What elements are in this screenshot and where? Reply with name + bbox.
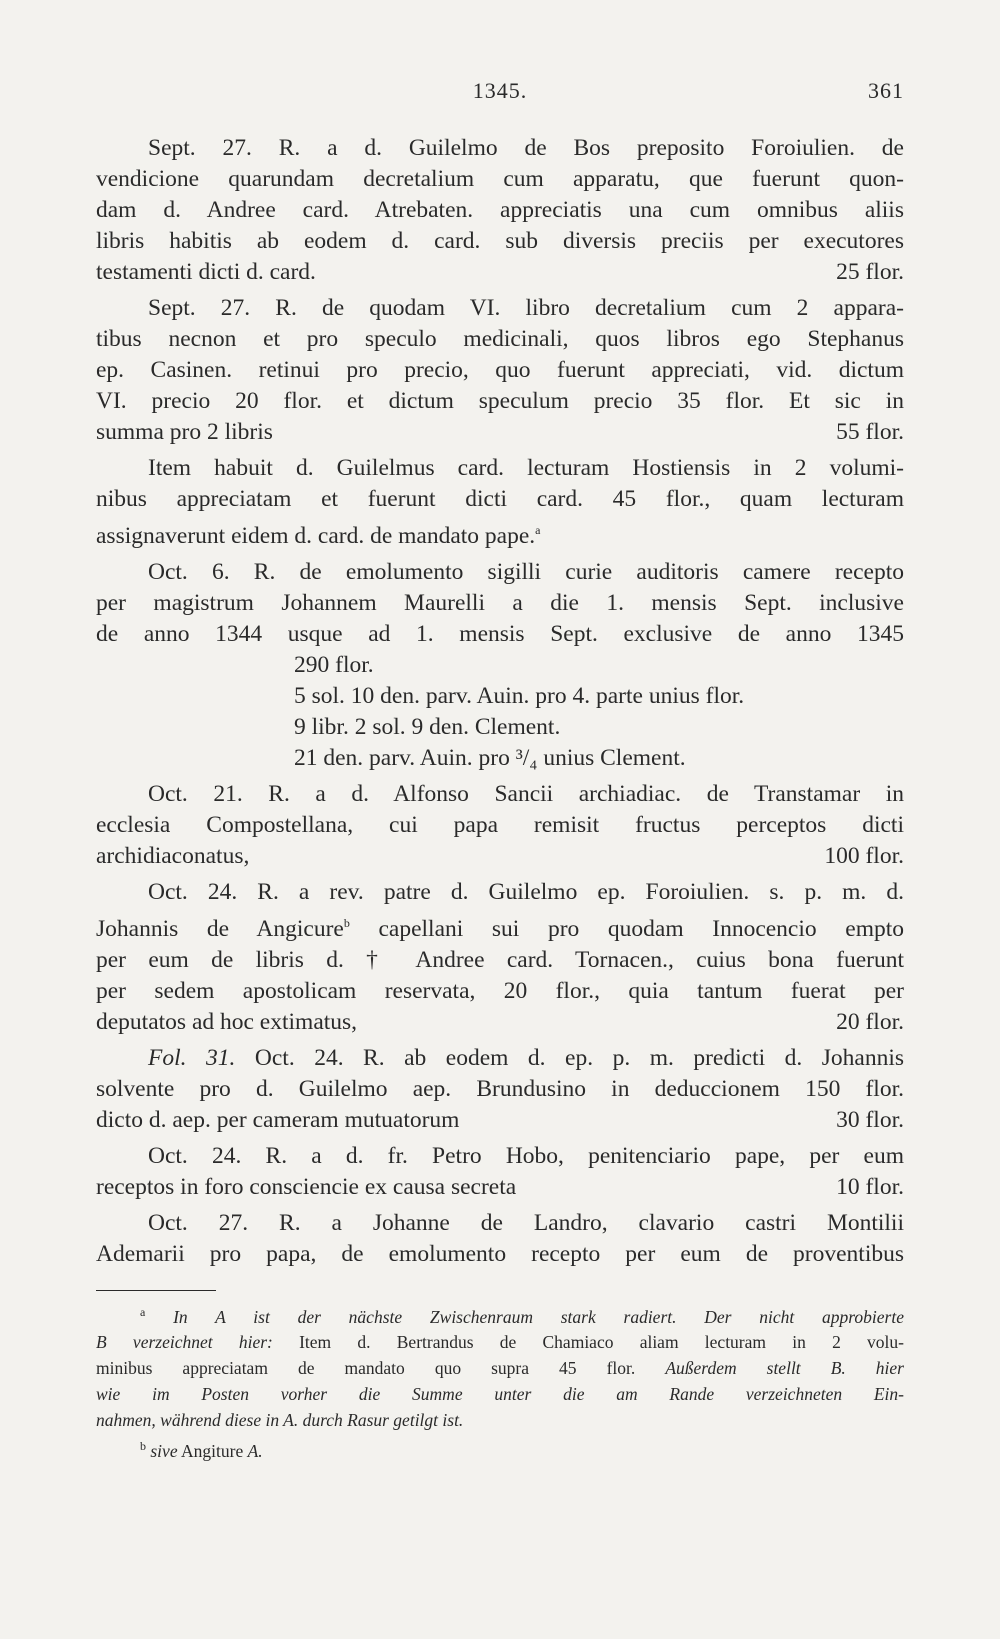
text-line — [96, 515, 904, 552]
line-text: Oct. 24. R. ab eodem d. ep. p. m. predicti d. Johannis — [254, 1044, 904, 1071]
footnote-marker: a — [535, 523, 541, 537]
text-line — [96, 257, 904, 288]
footnote-text: wie im Posten vorher die Summe unter die am Rande verzeichneten Ein- — [96, 1384, 904, 1405]
text-line: de anno 1344 usque ad 1. mensis Sept. exclusive de anno 1345 — [96, 620, 904, 647]
amount: 10 flor. — [836, 1173, 904, 1200]
footnote-line — [96, 1381, 904, 1407]
text-line: 5 sol. 10 den. parv. Auin. pro 4. parte unius flor. — [294, 682, 745, 709]
text-line: vendicione quarundam decretalium cum apparatu, que fuerunt quon- — [96, 166, 904, 192]
line-text: assignaverunt eidem d. card. de mandato pape. — [96, 522, 536, 549]
footnote-text: In A ist der nächste Zwischenraum stark radiert. Der nicht approbierte — [173, 1306, 904, 1327]
folio-marker: Fol. 31. — [148, 1044, 236, 1071]
text-line: Ademarii pro papa, de emolumento recepto per eum de proventibus — [96, 1240, 904, 1267]
amount: 20 flor. — [836, 1008, 904, 1035]
footnote-text: nahmen, während diese in A. durch Rasur getilgt ist. — [96, 1410, 464, 1431]
footnote-text: Angiture — [181, 1441, 244, 1462]
text-line: nibus appreciatam et fuerunt dicti card. 45 flor., quam lecturam — [96, 486, 904, 512]
footnote-text: sive — [150, 1441, 178, 1462]
text-line: libris habitis ab eodem d. card. sub diversis preciis per executores — [96, 228, 904, 254]
text-line: dam d. Andree card. Atrebaten. appreciatis una cum omnibus aliis — [96, 197, 904, 223]
text-line: per eum de libris d. † Andree card. Tornacen., cuius bona fuerunt — [96, 946, 904, 973]
text-line — [96, 1105, 904, 1136]
text-line: Sept. 27. R. de quodam VI. libro decretalium cum 2 appara- — [148, 295, 904, 321]
footnote-text: B verzeichnet hier: — [96, 1332, 273, 1353]
line-text: dicto d. aep. per cameram mutuatorum — [96, 1106, 460, 1133]
text-line — [96, 1007, 904, 1038]
line-text: testamenti dicti d. card. — [96, 259, 316, 285]
line-text: archidiaconatus, — [96, 842, 250, 869]
footnote-line — [96, 1299, 904, 1330]
running-head-year: 1345. — [472, 78, 528, 103]
text-line: Item habuit d. Guilelmus card. lecturam Hostiensis in 2 volumi- — [148, 455, 904, 481]
amount: 100 flor. — [824, 842, 904, 869]
footnote-line — [96, 1355, 904, 1381]
amount: 25 flor. — [836, 259, 904, 285]
text-line: ep. Casinen. retinui pro precio, quo fuerunt appreciati, vid. dictum — [96, 357, 904, 383]
text-line: VI. precio 20 flor. et dictum speculum precio 35 flor. Et sic in — [96, 388, 904, 414]
page-number: 361 — [868, 78, 904, 103]
text-line: Sept. 27. R. a d. Guilelmo de Bos preposito Foroiulien. de — [148, 135, 904, 161]
footnote-marker: b — [343, 915, 350, 930]
line-text: receptos in foro consciencie ex causa secreta — [96, 1173, 517, 1200]
footnote-line — [96, 1433, 904, 1464]
text-line: Oct. 24. R. a rev. patre d. Guilelmo ep. Foroiulien. s. p. m. d. — [148, 878, 904, 905]
text-line — [96, 841, 904, 872]
footnote-line — [96, 1407, 904, 1433]
footnote-divider — [96, 1290, 216, 1291]
footnote-marker: a — [140, 1304, 146, 1319]
footnote-text: Außerdem stellt B. hier — [665, 1358, 904, 1379]
text-line: per sedem apostolicam reservata, 20 flor., quia tantum fuerat per — [96, 977, 904, 1004]
text-line: 21 den. parv. Auin. pro ³/₄ unius Clement. — [294, 744, 686, 771]
footnote-marker: b — [140, 1439, 146, 1454]
text-line: Oct. 27. R. a Johanne de Landro, clavario castri Montilii — [148, 1209, 904, 1236]
page-header — [96, 78, 904, 108]
text-line: Oct. 6. R. de emolumento sigilli curie auditoris camere recepto — [148, 558, 904, 585]
footnote-text: Item d. Bertrandus de Chamiaco aliam lecturam in 2 volu- — [299, 1332, 905, 1353]
amount: 55 flor. — [836, 419, 904, 445]
text-line: ecclesia Compostellana, cui papa remisit fructus perceptos dicti — [96, 811, 904, 838]
text-line: per magistrum Johannem Maurelli a die 1. mensis Sept. inclusive — [96, 589, 904, 616]
footnote-text: A. — [247, 1441, 263, 1462]
footnote-text: minibus appreciatam de mandato quo supra 45 flor. — [96, 1358, 636, 1379]
text-line: solvente pro d. Guilelmo aep. Brundusino in deduccionem 150 flor. — [96, 1075, 904, 1102]
text-line: Oct. 21. R. a d. Alfonso Sancii archiadiac. de Transtamar in — [148, 780, 904, 807]
text-line — [96, 417, 904, 448]
line-text: summa pro 2 libris — [96, 419, 273, 445]
amount: 30 flor. — [836, 1106, 904, 1133]
line-text: Johannis de Angicure — [96, 915, 344, 942]
main-text — [96, 133, 904, 1464]
text-line: 290 flor. — [294, 651, 374, 678]
text-line: 9 libr. 2 sol. 9 den. Clement. — [294, 713, 561, 740]
text-line: tibus necnon et pro speculo medicinali, quos libros ego Stephanus — [96, 326, 904, 352]
footnote-line — [96, 1329, 904, 1355]
line-text: deputatos ad hoc extimatus, — [96, 1008, 358, 1035]
text-line: Oct. 24. R. a d. fr. Petro Hobo, penitenciario pape, per eum — [148, 1142, 904, 1169]
line-text: capellani sui pro quodam Innocencio empto — [378, 915, 905, 942]
text-line — [96, 1172, 904, 1203]
text-line — [96, 1043, 904, 1074]
text-line — [96, 908, 904, 945]
